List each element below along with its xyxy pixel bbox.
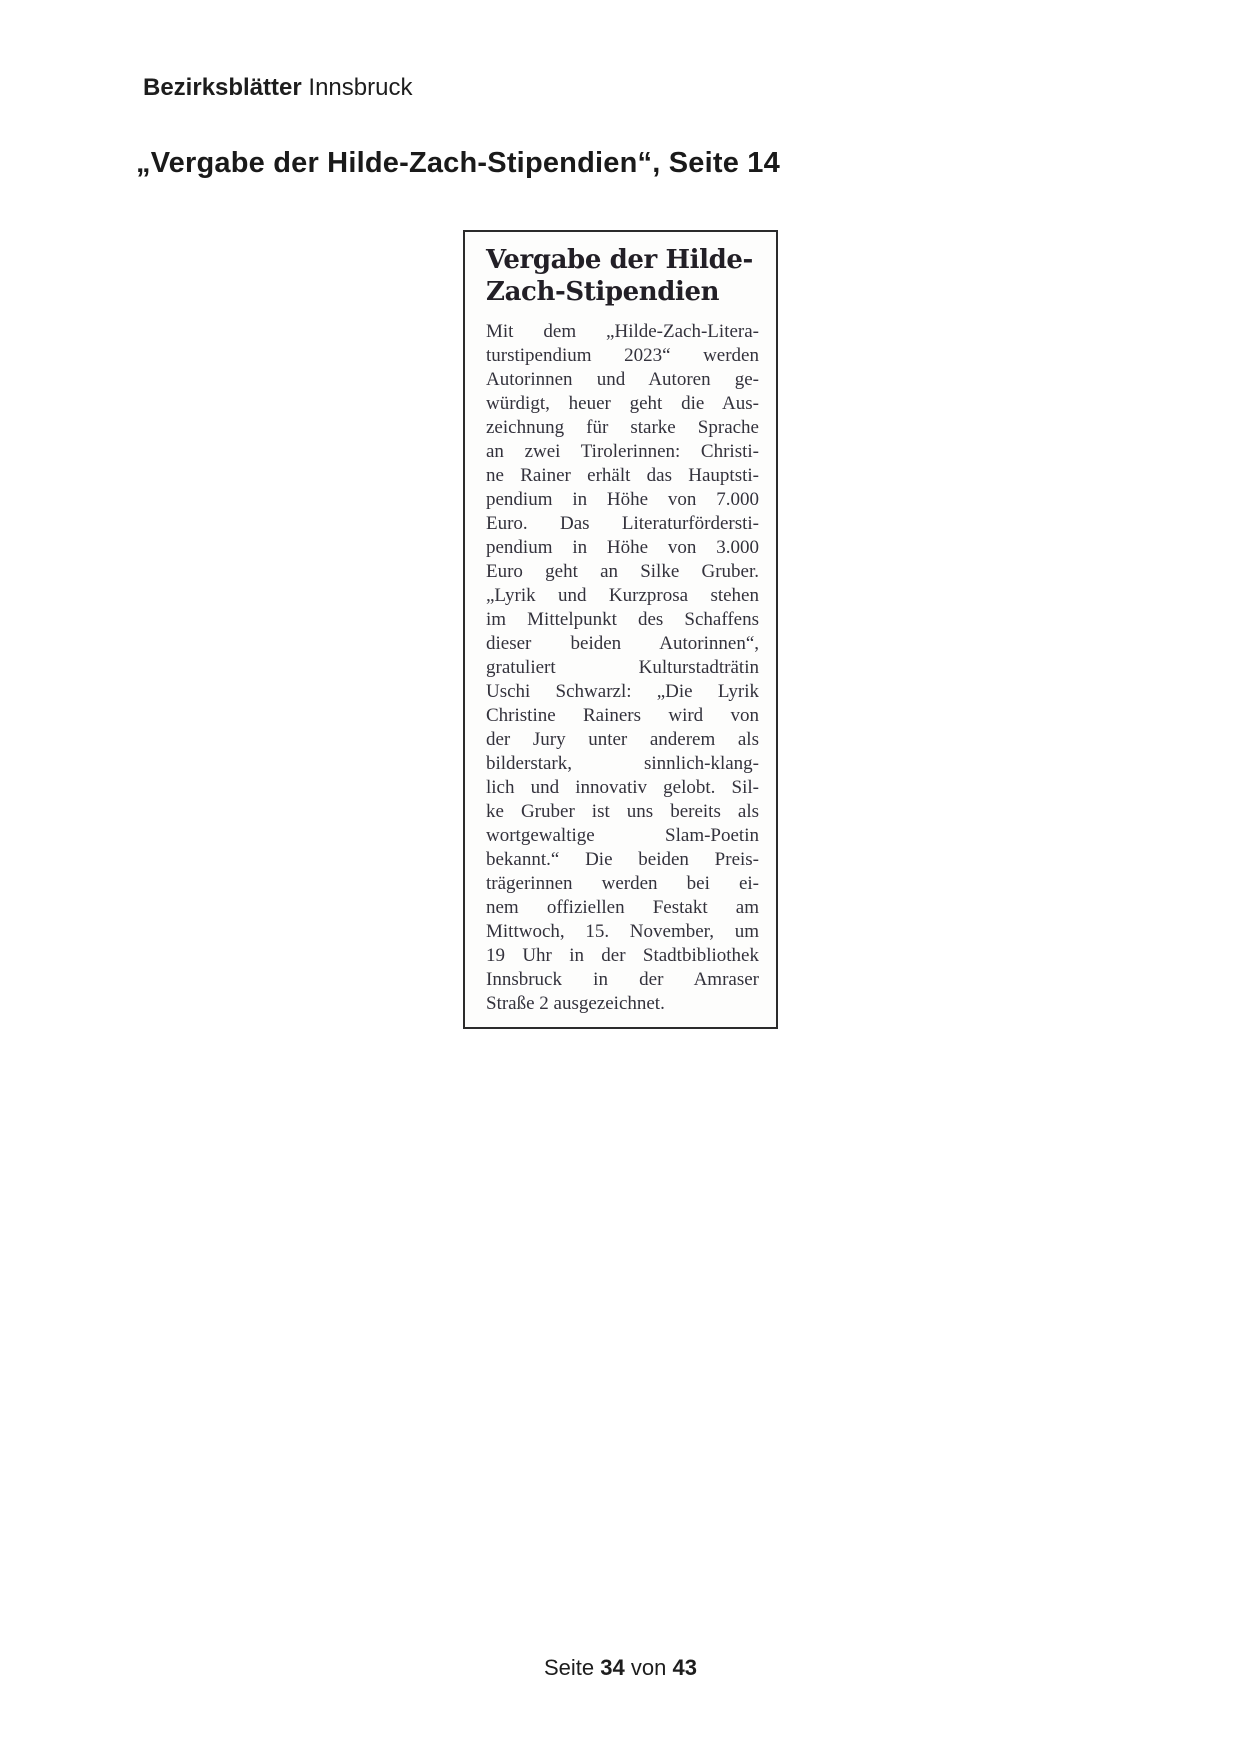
footer-label-seite: Seite (544, 1655, 595, 1680)
clipping-body-line: Mit dem „Hilde-Zach-Litera- (486, 321, 759, 342)
clipping-body-line: im Mittelpunkt des Schaffens (486, 609, 759, 630)
clipping-body-line: bilderstark, sinnlich-klang- (486, 753, 759, 774)
clipping-body-line: trägerinnen werden bei ei- (486, 873, 759, 894)
newspaper-clipping (463, 230, 778, 1029)
page-footer (0, 1655, 1241, 1681)
clipping-body-line: Christine Rainers wird von (486, 705, 759, 726)
clipping-headline-line: Zach-Stipendien (486, 277, 720, 307)
clipping-body-line: würdigt, heuer geht die Aus- (486, 393, 759, 414)
clipping-body-line: an zwei Tirolerinnen: Christi- (486, 441, 759, 462)
clipping-body-line: der Jury unter anderem als (486, 729, 759, 750)
clipping-body-line: Autorinnen und Autoren ge- (486, 369, 759, 390)
footer-label-von: von (630, 1655, 667, 1680)
clipping-body-line: wortgewaltige Slam-Poetin (486, 825, 759, 846)
clipping-body-line: lich und innovativ gelobt. Sil- (486, 777, 759, 798)
clipping-body-line: Innsbruck in der Amraser (486, 969, 759, 990)
clipping-body-line: Straße 2 ausgezeichnet. (486, 993, 665, 1014)
clipping-body-line: ke Gruber ist uns bereits als (486, 801, 759, 822)
footer-current-page: 34 (600, 1655, 625, 1680)
clipping-body-line: turstipendium 2023“ werden (486, 345, 759, 366)
publication-header (143, 74, 412, 102)
publication-name: Bezirksblätter (143, 74, 302, 101)
article-reference-title: „Vergabe der Hilde-Zach-Stipendien“, Seite 14 (136, 147, 780, 179)
clipping-body-line: dieser beiden Autorinnen“, (486, 633, 759, 654)
publication-edition: Innsbruck (308, 74, 413, 101)
clipping-body-line: pendium in Höhe von 3.000 (486, 537, 759, 558)
clipping-body-line: Euro. Das Literaturfördersti- (486, 513, 759, 534)
clipping-body-line: pendium in Höhe von 7.000 (486, 489, 759, 510)
clipping-body-text (486, 320, 759, 1016)
clipping-body-line: bekannt.“ Die beiden Preis- (486, 849, 759, 870)
clipping-body-line: 19 Uhr in der Stadtbibliothek (486, 945, 759, 966)
clipping-body-line: zeichnung für starke Sprache (486, 417, 759, 438)
footer-total-pages: 43 (672, 1655, 697, 1680)
clipping-body-line: „Lyrik und Kurzprosa stehen (486, 585, 759, 606)
clipping-body-line: Mittwoch, 15. November, um (486, 921, 759, 942)
clipping-headline-line: Vergabe der Hilde- (486, 245, 753, 275)
clipping-body-line: ne Rainer erhält das Hauptsti- (486, 465, 759, 486)
clipping-headline (486, 244, 759, 308)
clipping-body-line: Uschi Schwarzl: „Die Lyrik (486, 681, 759, 702)
clipping-body-line: gratuliert Kulturstadträtin (486, 657, 759, 678)
clipping-body-line: Euro geht an Silke Gruber. (486, 561, 759, 582)
clipping-body-line: nem offiziellen Festakt am (486, 897, 759, 918)
